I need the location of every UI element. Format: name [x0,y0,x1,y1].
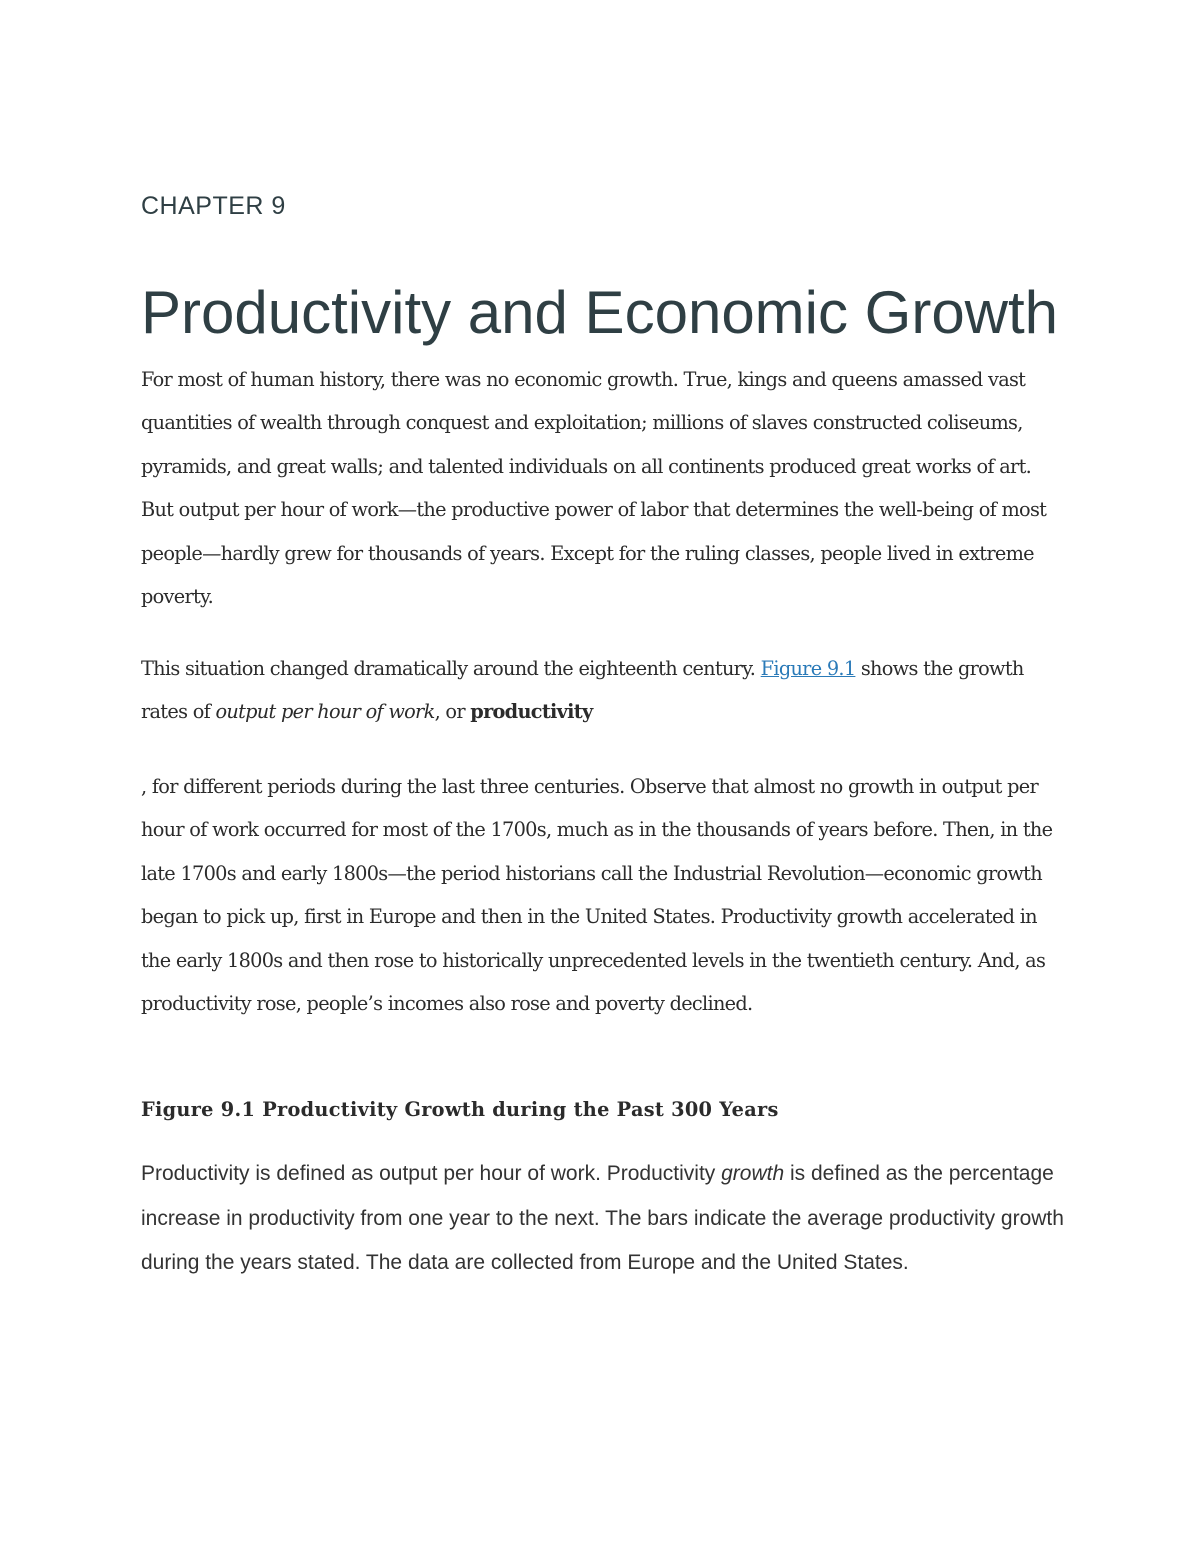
history-paragraph: , for different periods during the last three centuries. Observe that almost no growth in output per hour of work occurred for most of the 1700s, much as in the thousands of years before. Then, in the late 1700s and early 1800s—the period historians call the Industrial Revolution—economic growth began to pick up, first in Europe and then in the United States. Productivity growth accelerated in the early 1800s and then rose to historically unprecedented levels in the twentieth century. And, as productivity rose, people’s incomes also rose and poverty declined. [141,775,1053,1016]
caption-text: is defined as the percentage increase in productivity from one year to the next. The bars indicate the average productivity growth during the years stated. The data are collected from Europe and the United States. [141,1162,1064,1274]
figure-title: Figure 9.1 Productivity Growth during the Past 300 Years [141,1098,779,1121]
figure-caption [141,1152,1066,1286]
caption-italic-term: growth [721,1162,785,1185]
caption-text: Productivity is defined as output per hour of work. Productivity [141,1162,722,1185]
chapter-title: Productivity and Economic Growth [141,279,1059,346]
paragraph-text: , or [434,700,471,724]
chapter-label: CHAPTER 9 [141,192,286,220]
paragraph-text: This situation changed dramatically around the eighteenth century. [141,657,761,680]
figure-reference-paragraph [141,647,1066,734]
paragraph-text: shows the growth rates of [141,657,1024,724]
intro-paragraph: For most of human history, there was no economic growth. True, kings and queens amassed vast quantities of wealth through conquest and exploitation; millions of slaves constructed coliseums, pyramids, and great walls; and talented individuals on all continents produced great works of art. But output per hour of work—the productive power of labor that determines the well-being of most people—hardly grew for thousands of years. Except for the ruling classes, people lived in extreme poverty. [141,368,1047,609]
figure-9-1-link[interactable]: Figure 9.1 [760,657,856,680]
italic-term: output per hour of work [215,700,435,724]
key-term-productivity: productivity [470,700,593,724]
